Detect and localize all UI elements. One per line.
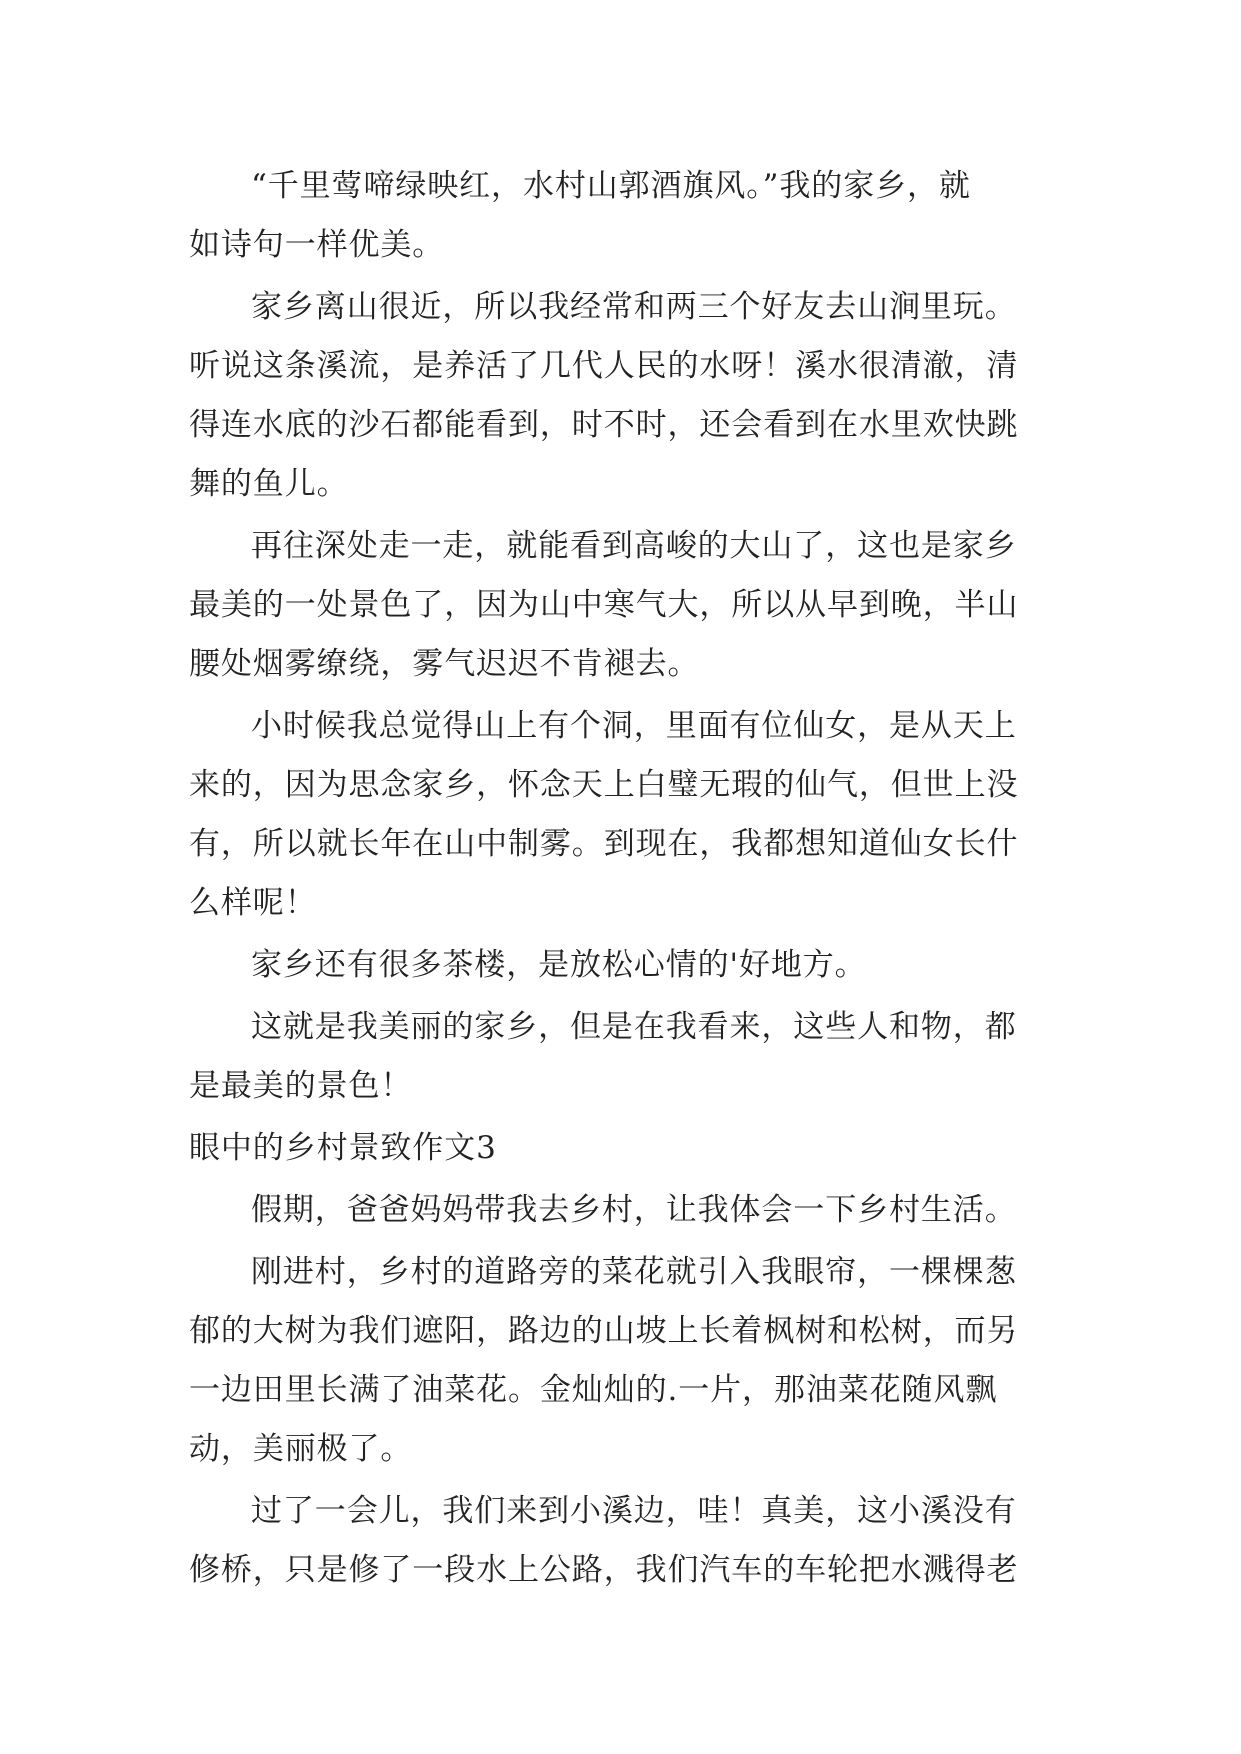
text-line: 得连水底的沙石都能看到，时不时，还会看到在水里欢快跳 (189, 407, 1019, 443)
section-title-text: 眼中的乡村景致作文3 (189, 1130, 497, 1166)
text-line: 刚进村，乡村的道路旁的菜花就引入我眼帘，一棵棵葱 (251, 1254, 1017, 1290)
text-line: 来的，因为思念家乡，怀念天上白璧无瑕的仙气，但世上没 (189, 767, 1019, 803)
text-line: 动，美丽极了。 (189, 1431, 413, 1467)
paragraph-village-entry (189, 1243, 1059, 1479)
text-line: 听说这条溪流，是养活了几代人民的水呀！溪水很清澈，清 (189, 348, 1019, 384)
paragraph-creek (189, 1482, 1059, 1600)
text-line: 么样呢！ (189, 885, 317, 921)
text-line: 小时候我总觉得山上有个洞，里面有位仙女，是从天上 (251, 708, 1017, 744)
paragraph-stream (189, 278, 1059, 514)
paragraph-hometown-poem (189, 157, 1059, 275)
text-line: 过了一会儿，我们来到小溪边，哇！真美，这小溪没有 (251, 1493, 1017, 1529)
text-line: “千里莺啼绿映红，水村山郭酒旗风。”我的家乡，就 (251, 168, 971, 204)
text-line: 这就是我美丽的家乡，但是在我看来，这些人和物，都 (251, 1009, 1017, 1045)
paragraph-holiday (189, 1181, 1059, 1240)
section-title (189, 1119, 1059, 1178)
text-line: 修桥，只是修了一段水上公路，我们汽车的车轮把水溅得老 (189, 1552, 1019, 1588)
document-body (189, 157, 1059, 1603)
text-line: 家乡离山很近，所以我经常和两三个好友去山涧里玩。 (251, 289, 1017, 325)
text-line: 腰处烟雾缭绕，雾气迟迟不肯褪去。 (189, 646, 700, 682)
paragraph-mountain (189, 517, 1059, 694)
text-line: 郁的大树为我们遮阳，路边的山坡上长着枫树和松树，而另 (189, 1313, 1019, 1349)
paragraph-fairy (189, 697, 1059, 933)
paragraph-conclusion (189, 998, 1059, 1116)
text-line: 最美的一处景色了，因为山中寒气大，所以从早到晚，半山 (189, 587, 1019, 623)
text-line: 家乡还有很多茶楼，是放松心情的'好地方。 (251, 947, 867, 983)
paragraph-teahouse (189, 936, 1059, 995)
text-line: 再往深处走一走，就能看到高峻的大山了，这也是家乡 (251, 528, 1017, 564)
text-line: 舞的鱼儿。 (189, 466, 349, 502)
text-line: 如诗句一样优美。 (189, 227, 445, 263)
text-line: 有，所以就长年在山中制雾。到现在，我都想知道仙女长什 (189, 826, 1019, 862)
text-line: 假期，爸爸妈妈带我去乡村，让我体会一下乡村生活。 (251, 1192, 1017, 1228)
text-line: 一边田里长满了油菜花。金灿灿的.一片，那油菜花随风飘 (189, 1372, 998, 1408)
text-line: 是最美的景色！ (189, 1068, 413, 1104)
